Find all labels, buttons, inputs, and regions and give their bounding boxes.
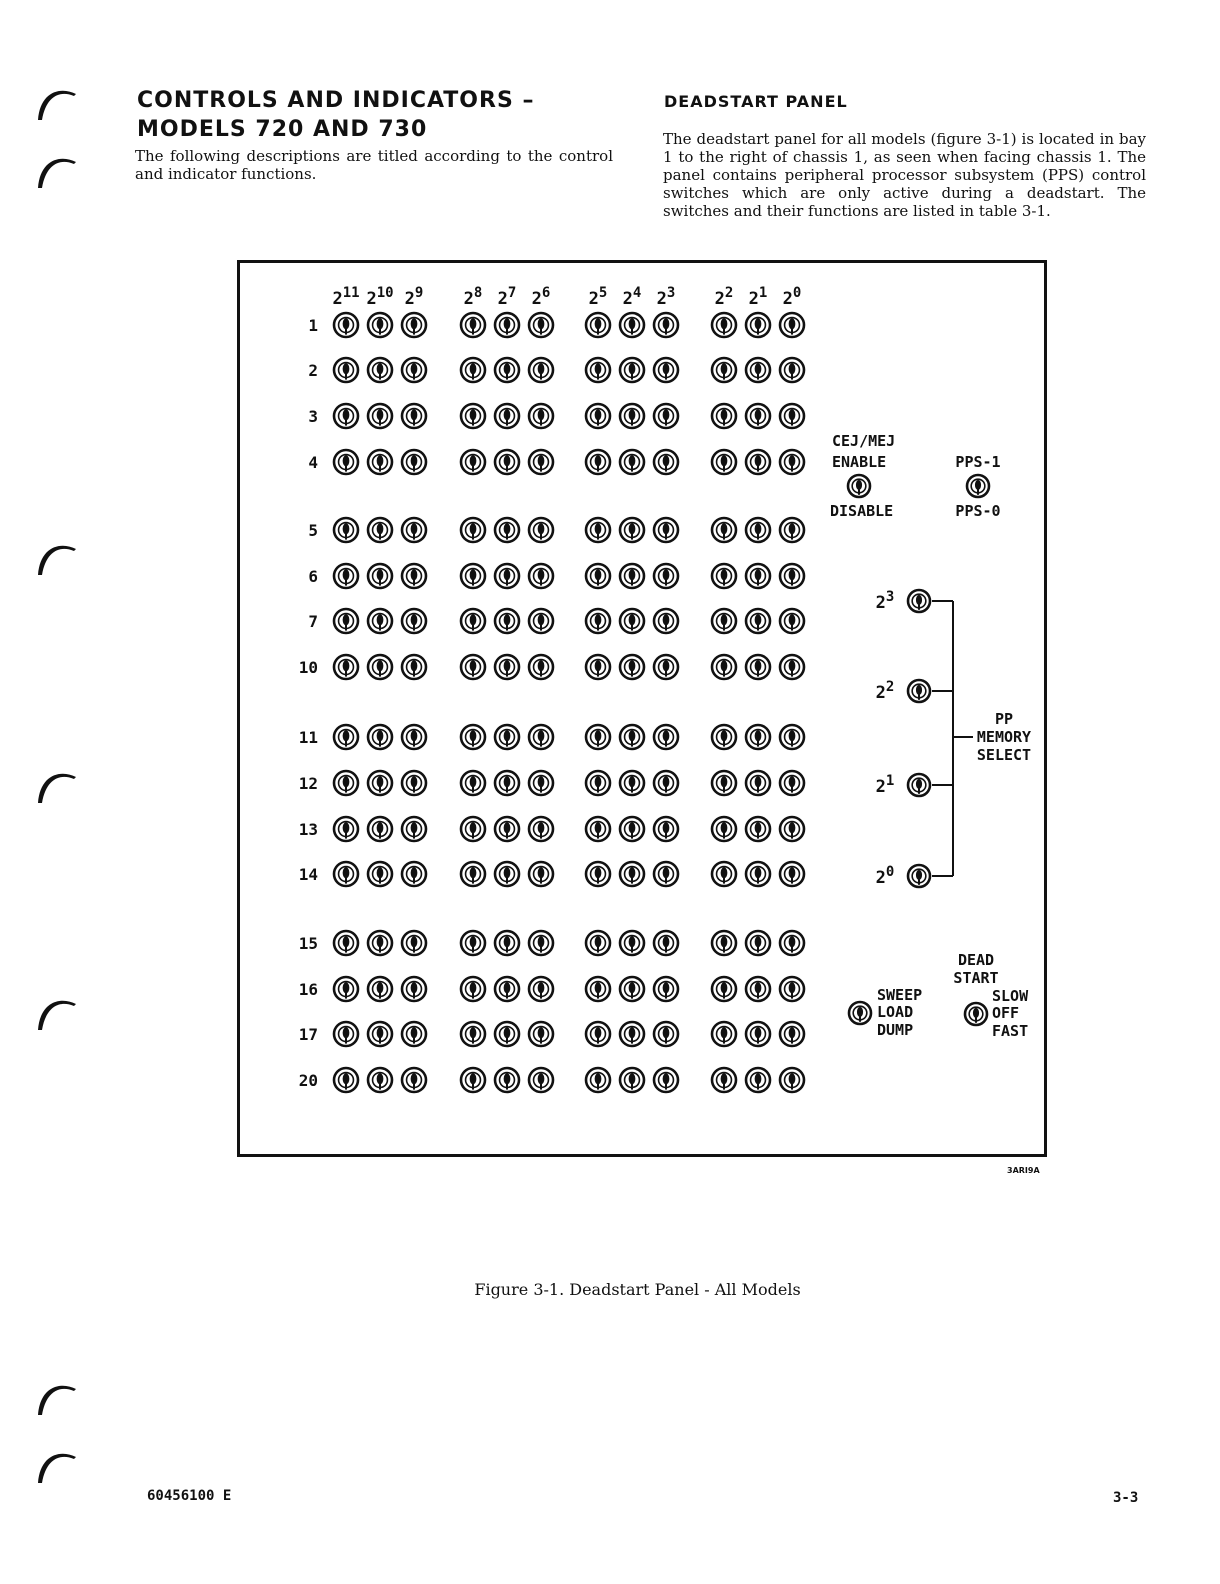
cej-disable-label: DISABLE	[830, 502, 894, 520]
toggle-switch[interactable]	[495, 817, 519, 841]
toggle-switch[interactable]	[746, 313, 770, 337]
toggle-switch[interactable]	[495, 725, 519, 749]
deadstart-panel-figure	[237, 260, 1047, 1157]
toggle-switch[interactable]	[746, 1068, 770, 1092]
toggle-switch[interactable]	[461, 1068, 485, 1092]
bit-header-2-6: $2^6$	[531, 285, 551, 309]
toggle-switch[interactable]	[529, 931, 553, 955]
toggle-switch[interactable]	[368, 655, 392, 679]
row-label: 7	[308, 612, 318, 631]
row-label: 15	[298, 934, 318, 953]
toggle-switch[interactable]	[461, 609, 485, 633]
toggle-switch[interactable]	[654, 1068, 678, 1092]
toggle-switch[interactable]	[780, 404, 804, 428]
toggle-switch[interactable]	[620, 862, 644, 886]
memory-select-switch-2-1[interactable]	[908, 774, 930, 796]
toggle-switch[interactable]	[780, 1068, 804, 1092]
toggle-switch[interactable]	[334, 931, 358, 955]
toggle-switch[interactable]	[368, 358, 392, 382]
toggle-switch[interactable]	[586, 564, 610, 588]
toggle-switch[interactable]	[712, 313, 736, 337]
toggle-switch[interactable]	[780, 313, 804, 337]
toggle-switch[interactable]	[461, 771, 485, 795]
toggle-switch[interactable]	[334, 817, 358, 841]
bit-header-2-0: $2^0$	[782, 285, 802, 309]
toggle-switch[interactable]	[495, 931, 519, 955]
row-label: 17	[298, 1025, 318, 1044]
toggle-switch[interactable]	[461, 1022, 485, 1046]
toggle-switch[interactable]	[746, 404, 770, 428]
toggle-switch[interactable]	[402, 725, 426, 749]
binder-hole-mark	[30, 535, 80, 585]
toggle-switch[interactable]	[746, 817, 770, 841]
memory-bit-label-2-2: $2^2$	[875, 679, 895, 703]
toggle-switch[interactable]	[654, 404, 678, 428]
toggle-switch[interactable]	[461, 931, 485, 955]
toggle-switch[interactable]	[712, 725, 736, 749]
toggle-switch[interactable]	[586, 313, 610, 337]
load-label: LOAD	[877, 1003, 914, 1021]
toggle-switch[interactable]	[712, 1022, 736, 1046]
toggle-switch[interactable]	[780, 862, 804, 886]
toggle-switch[interactable]	[746, 862, 770, 886]
toggle-switch[interactable]	[402, 313, 426, 337]
binder-hole-mark	[30, 1443, 80, 1493]
toggle-switch[interactable]	[746, 518, 770, 542]
memory-bit-label-2-3: $2^3$	[875, 589, 895, 613]
memory-select-switch-2-3[interactable]	[908, 590, 930, 612]
toggle-switch[interactable]	[586, 771, 610, 795]
deadstart-panel-drawing	[240, 263, 1044, 1154]
toggle-switch[interactable]	[461, 655, 485, 679]
toggle-switch[interactable]	[368, 771, 392, 795]
toggle-switch[interactable]	[529, 1068, 553, 1092]
toggle-switch[interactable]	[495, 518, 519, 542]
toggle-switch[interactable]	[712, 358, 736, 382]
toggle-switch[interactable]	[620, 313, 644, 337]
bit-header-2-9: $2^9$	[404, 285, 424, 309]
toggle-switch[interactable]	[334, 609, 358, 633]
toggle-switch[interactable]	[461, 564, 485, 588]
row-label: 6	[308, 567, 318, 586]
toggle-switch[interactable]	[368, 313, 392, 337]
toggle-switch[interactable]	[746, 771, 770, 795]
toggle-switch[interactable]	[368, 404, 392, 428]
bit-header-2-1: $2^1$	[748, 285, 768, 309]
toggle-switch[interactable]	[746, 1022, 770, 1046]
toggle-switch[interactable]	[654, 518, 678, 542]
toggle-switch[interactable]	[746, 358, 770, 382]
toggle-switch[interactable]	[529, 404, 553, 428]
memory-select-switch-2-0[interactable]	[908, 865, 930, 887]
toggle-switch[interactable]	[712, 564, 736, 588]
toggle-switch[interactable]	[529, 862, 553, 886]
toggle-switch[interactable]	[746, 564, 770, 588]
toggle-switch[interactable]	[746, 609, 770, 633]
row-label: 2	[308, 361, 318, 380]
toggle-switch[interactable]	[620, 404, 644, 428]
toggle-switch[interactable]	[495, 313, 519, 337]
toggle-switch[interactable]	[712, 1068, 736, 1092]
toggle-switch[interactable]	[780, 450, 804, 474]
toggle-switch[interactable]	[586, 358, 610, 382]
toggle-switch[interactable]	[586, 817, 610, 841]
toggle-switch[interactable]	[495, 358, 519, 382]
toggle-switch[interactable]	[368, 609, 392, 633]
toggle-switch[interactable]	[529, 564, 553, 588]
binder-hole-mark	[30, 763, 80, 813]
section-title: DEADSTART PANEL	[664, 92, 848, 111]
toggle-switch[interactable]	[495, 1068, 519, 1092]
toggle-switch[interactable]	[586, 931, 610, 955]
toggle-switch[interactable]	[334, 725, 358, 749]
toggle-switch[interactable]	[746, 450, 770, 474]
binder-hole-mark	[30, 990, 80, 1040]
toggle-switch[interactable]	[620, 564, 644, 588]
toggle-switch[interactable]	[620, 450, 644, 474]
toggle-switch[interactable]	[495, 1022, 519, 1046]
toggle-switch[interactable]	[495, 862, 519, 886]
toggle-switch[interactable]	[780, 725, 804, 749]
pps-0-label: PPS-0	[955, 502, 1001, 520]
toggle-switch[interactable]	[461, 862, 485, 886]
toggle-switch[interactable]	[402, 404, 426, 428]
toggle-switch[interactable]	[495, 564, 519, 588]
toggle-switch[interactable]	[712, 609, 736, 633]
toggle-switch[interactable]	[334, 404, 358, 428]
toggle-switch[interactable]	[334, 358, 358, 382]
toggle-switch[interactable]	[620, 931, 644, 955]
deadstart-mode-switch[interactable]	[965, 1003, 987, 1025]
toggle-switch[interactable]	[529, 771, 553, 795]
toggle-switch[interactable]	[495, 771, 519, 795]
toggle-switch[interactable]	[586, 1068, 610, 1092]
slow-label: SLOW	[992, 987, 1029, 1005]
toggle-switch[interactable]	[368, 564, 392, 588]
toggle-switch[interactable]	[654, 862, 678, 886]
toggle-switch[interactable]	[529, 655, 553, 679]
bit-header-2-3: $2^3$	[656, 285, 676, 309]
binder-hole-mark	[30, 80, 80, 130]
off-label: OFF	[992, 1004, 1020, 1022]
toggle-switch[interactable]	[780, 609, 804, 633]
toggle-switch[interactable]	[654, 609, 678, 633]
toggle-switch[interactable]	[334, 771, 358, 795]
toggle-switch[interactable]	[334, 564, 358, 588]
toggle-switch[interactable]	[402, 862, 426, 886]
memory-select-switch-2-2[interactable]	[908, 680, 930, 702]
dump-label: DUMP	[877, 1021, 914, 1039]
pp-memory-select-label: PP	[994, 710, 1014, 728]
memory-bit-label-2-1: $2^1$	[875, 773, 895, 797]
toggle-switch[interactable]	[654, 564, 678, 588]
toggle-switch[interactable]	[586, 977, 610, 1001]
toggle-switch[interactable]	[402, 817, 426, 841]
toggle-switch[interactable]	[334, 862, 358, 886]
cej-enable-label: ENABLE	[832, 453, 887, 471]
toggle-switch[interactable]	[746, 725, 770, 749]
row-label: 11	[298, 728, 318, 747]
toggle-switch[interactable]	[368, 518, 392, 542]
toggle-switch[interactable]	[529, 1022, 553, 1046]
toggle-switch[interactable]	[368, 817, 392, 841]
toggle-switch[interactable]	[780, 1022, 804, 1046]
toggle-switch[interactable]	[780, 931, 804, 955]
toggle-switch[interactable]	[368, 931, 392, 955]
toggle-switch[interactable]	[368, 725, 392, 749]
toggle-switch[interactable]	[586, 862, 610, 886]
toggle-switch[interactable]	[620, 817, 644, 841]
memory-bit-label-2-0: $2^0$	[875, 864, 895, 888]
bit-header-2-2: $2^2$	[714, 285, 734, 309]
toggle-switch[interactable]	[529, 313, 553, 337]
toggle-switch[interactable]	[654, 313, 678, 337]
toggle-switch[interactable]	[461, 977, 485, 1001]
toggle-switch[interactable]	[780, 655, 804, 679]
toggle-switch[interactable]	[746, 977, 770, 1001]
figure-caption: Figure 3-1. Deadstart Panel - All Models	[474, 1280, 801, 1299]
toggle-switch[interactable]	[334, 977, 358, 1001]
toggle-switch[interactable]	[529, 977, 553, 1001]
toggle-switch[interactable]	[654, 931, 678, 955]
toggle-switch[interactable]	[461, 817, 485, 841]
toggle-switch[interactable]	[780, 771, 804, 795]
toggle-switch[interactable]	[712, 862, 736, 886]
toggle-switch[interactable]	[620, 771, 644, 795]
toggle-switch[interactable]	[780, 564, 804, 588]
toggle-switch[interactable]	[620, 725, 644, 749]
toggle-switch[interactable]	[620, 655, 644, 679]
heading-line-1: CONTROLS AND INDICATORS –	[137, 88, 535, 113]
toggle-switch[interactable]	[712, 977, 736, 1001]
fast-label: FAST	[992, 1022, 1029, 1040]
row-label: 14	[298, 865, 318, 884]
toggle-switch[interactable]	[461, 358, 485, 382]
deadstart-title: START	[953, 969, 999, 987]
toggle-switch[interactable]	[654, 725, 678, 749]
deadstart-title: DEAD	[957, 951, 995, 969]
page-number: 3-3	[1113, 1490, 1139, 1506]
bit-header-2-4: $2^4$	[622, 285, 642, 309]
document-number: 60456100 E	[147, 1488, 232, 1504]
bit-header-2-10: $2^{10}$	[366, 285, 394, 309]
toggle-switch[interactable]	[368, 450, 392, 474]
toggle-switch[interactable]	[368, 862, 392, 886]
toggle-switch[interactable]	[654, 771, 678, 795]
figure-reference-code: 3ARI9A	[1007, 1166, 1040, 1175]
toggle-switch[interactable]	[495, 655, 519, 679]
toggle-switch[interactable]	[586, 655, 610, 679]
toggle-switch[interactable]	[402, 1022, 426, 1046]
toggle-switch[interactable]	[461, 518, 485, 542]
cej-mej-label: CEJ/MEJ	[832, 432, 896, 450]
intro-paragraph: The following descriptions are titled according to the control and indicator functions.	[135, 147, 613, 183]
toggle-switch[interactable]	[712, 655, 736, 679]
toggle-switch[interactable]	[780, 817, 804, 841]
toggle-switch[interactable]	[586, 450, 610, 474]
toggle-switch[interactable]	[495, 404, 519, 428]
toggle-switch[interactable]	[529, 609, 553, 633]
toggle-switch[interactable]	[495, 609, 519, 633]
toggle-switch[interactable]	[654, 358, 678, 382]
section-paragraph: The deadstart panel for all models (figure 3-1) is located in bay 1 to the right of chassis 1, as seen when facing chassis 1. The panel contains peripheral processor subsystem (PPS) control switches which are only active during a deadstart. The switches and their functions are listed in table 3-1.	[663, 130, 1146, 220]
toggle-switch[interactable]	[402, 518, 426, 542]
row-label: 16	[298, 980, 318, 999]
toggle-switch[interactable]	[620, 977, 644, 1001]
toggle-switch[interactable]	[746, 655, 770, 679]
toggle-switch[interactable]	[402, 655, 426, 679]
toggle-switch[interactable]	[461, 404, 485, 428]
toggle-switch[interactable]	[529, 518, 553, 542]
toggle-switch[interactable]	[712, 450, 736, 474]
toggle-switch[interactable]	[334, 313, 358, 337]
toggle-switch[interactable]	[654, 1022, 678, 1046]
toggle-switch[interactable]	[712, 771, 736, 795]
binder-hole-mark	[30, 148, 80, 198]
toggle-switch[interactable]	[495, 977, 519, 1001]
toggle-switch[interactable]	[712, 931, 736, 955]
row-label: 10	[298, 658, 318, 677]
pps-select-switch[interactable]	[967, 475, 989, 497]
toggle-switch[interactable]	[402, 358, 426, 382]
row-label: 20	[298, 1071, 318, 1090]
toggle-switch[interactable]	[586, 725, 610, 749]
toggle-switch[interactable]	[402, 931, 426, 955]
toggle-switch[interactable]	[402, 609, 426, 633]
row-label: 5	[308, 521, 318, 540]
toggle-switch[interactable]	[334, 1068, 358, 1092]
toggle-switch[interactable]	[402, 450, 426, 474]
toggle-switch[interactable]	[780, 358, 804, 382]
toggle-switch[interactable]	[712, 404, 736, 428]
toggle-switch[interactable]	[746, 931, 770, 955]
toggle-switch[interactable]	[368, 1068, 392, 1092]
toggle-switch[interactable]	[620, 518, 644, 542]
toggle-switch[interactable]	[712, 518, 736, 542]
toggle-switch[interactable]	[461, 313, 485, 337]
row-label: 12	[298, 774, 318, 793]
bit-header-2-8: $2^8$	[463, 285, 483, 309]
bit-header-2-7: $2^7$	[497, 285, 517, 309]
toggle-switch[interactable]	[461, 725, 485, 749]
row-label: 1	[308, 316, 318, 335]
toggle-switch[interactable]	[529, 817, 553, 841]
page-heading	[137, 86, 534, 144]
toggle-switch[interactable]	[402, 1068, 426, 1092]
toggle-switch[interactable]	[620, 358, 644, 382]
toggle-switch[interactable]	[586, 518, 610, 542]
toggle-switch[interactable]	[780, 977, 804, 1001]
heading-line-2: MODELS 720 AND 730	[137, 117, 428, 142]
cej-mej-switch[interactable]	[848, 475, 870, 497]
toggle-switch[interactable]	[402, 977, 426, 1001]
pp-memory-select-label: MEMORY	[976, 728, 1032, 746]
toggle-switch[interactable]	[402, 564, 426, 588]
toggle-switch[interactable]	[495, 450, 519, 474]
binder-hole-mark	[30, 1375, 80, 1425]
toggle-switch[interactable]	[334, 518, 358, 542]
toggle-switch[interactable]	[586, 609, 610, 633]
row-label: 4	[308, 453, 318, 472]
pp-memory-select-label: SELECT	[976, 746, 1032, 764]
row-label: 13	[298, 820, 318, 839]
toggle-switch[interactable]	[620, 1068, 644, 1092]
toggle-switch[interactable]	[654, 817, 678, 841]
toggle-switch[interactable]	[461, 450, 485, 474]
pps-1-label: PPS-1	[955, 453, 1001, 471]
toggle-switch[interactable]	[620, 1022, 644, 1046]
bit-header-2-11: $2^{11}$	[332, 285, 360, 309]
toggle-switch[interactable]	[529, 450, 553, 474]
toggle-switch[interactable]	[529, 358, 553, 382]
toggle-switch[interactable]	[712, 817, 736, 841]
toggle-switch[interactable]	[402, 771, 426, 795]
toggle-switch[interactable]	[620, 609, 644, 633]
toggle-switch[interactable]	[334, 1022, 358, 1046]
toggle-switch[interactable]	[654, 655, 678, 679]
toggle-switch[interactable]	[334, 655, 358, 679]
toggle-switch[interactable]	[586, 1022, 610, 1046]
sweep-load-dump-switch[interactable]	[849, 1002, 871, 1024]
row-label: 3	[308, 407, 318, 426]
toggle-switch[interactable]	[368, 1022, 392, 1046]
toggle-switch[interactable]	[334, 450, 358, 474]
toggle-switch[interactable]	[654, 450, 678, 474]
toggle-switch[interactable]	[529, 725, 553, 749]
toggle-switch[interactable]	[780, 518, 804, 542]
bit-header-2-5: $2^5$	[588, 285, 608, 309]
toggle-switch[interactable]	[586, 404, 610, 428]
toggle-switch[interactable]	[368, 977, 392, 1001]
toggle-switch[interactable]	[654, 977, 678, 1001]
sweep-label: SWEEP	[877, 986, 923, 1004]
